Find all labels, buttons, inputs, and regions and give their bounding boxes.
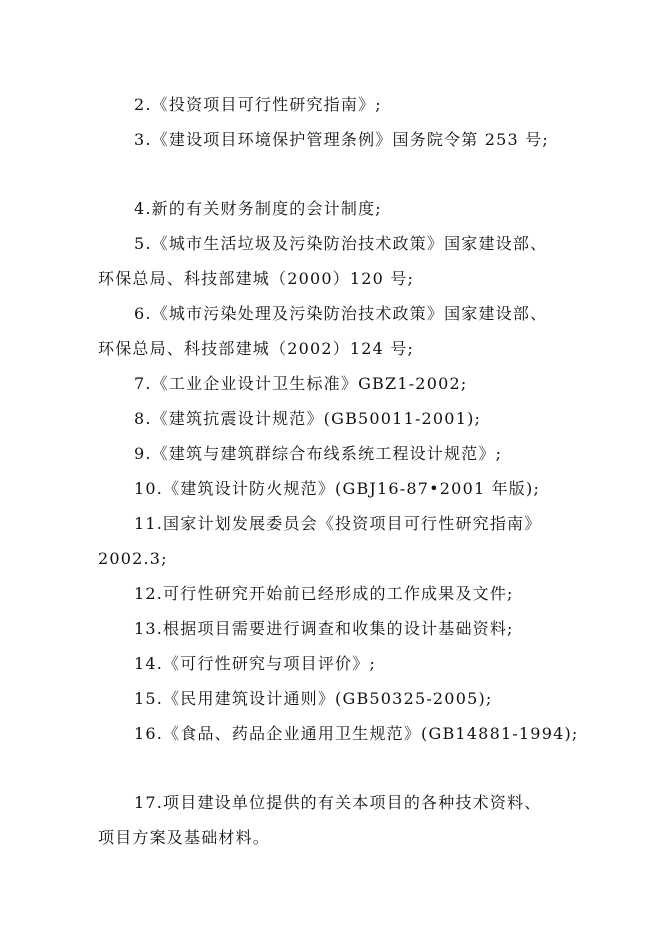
list-item-17-continued: 项目方案及基础材料。 [98, 828, 271, 847]
list-item-9: 9.《建筑与建筑群综合布线系统工程设计规范》; [134, 444, 503, 463]
list-item-15: 15.《民用建筑设计通则》(GB50325-2005); [134, 689, 493, 708]
list-item-14: 14.《可行性研究与项目评价》; [134, 654, 377, 673]
list-item-12: 12.可行性研究开始前已经形成的工作成果及文件; [134, 584, 514, 603]
list-item-5-continued: 环保总局、科技部建城（2000）120 号; [98, 269, 415, 288]
list-item-6-continued: 环保总局、科技部建城（2002）124 号; [98, 339, 415, 358]
list-item-6: 6.《城市污染处理及污染防治技术政策》国家建设部、 [134, 304, 548, 323]
list-item-8: 8.《建筑抗震设计规范》(GB50011-2001); [134, 409, 482, 428]
list-item-3: 3.《建设项目环境保护管理条例》国务院令第 253 号; [134, 130, 549, 149]
list-item-2: 2.《投资项目可行性研究指南》; [134, 95, 382, 114]
list-item-16: 16.《食品、药品企业通用卫生规范》(GB14881-1994); [134, 724, 579, 743]
list-item-11-continued: 2002.3; [98, 549, 168, 568]
list-item-13: 13.根据项目需要进行调查和收集的设计基础资料; [134, 619, 514, 638]
list-item-10: 10.《建筑设计防火规范》(GBJ16-87•2001 年版); [134, 479, 541, 498]
list-item-17: 17.项目建设单位提供的有关本项目的各种技术资料、 [134, 793, 542, 812]
list-item-4: 4.新的有关财务制度的会计制度; [134, 199, 382, 218]
list-item-5: 5.《城市生活垃圾及污染防治技术政策》国家建设部、 [134, 234, 548, 253]
list-item-7: 7.《工业企业设计卫生标准》GBZ1-2002; [134, 374, 468, 393]
list-item-11: 11.国家计划发展委员会《投资项目可行性研究指南》 [134, 514, 542, 533]
